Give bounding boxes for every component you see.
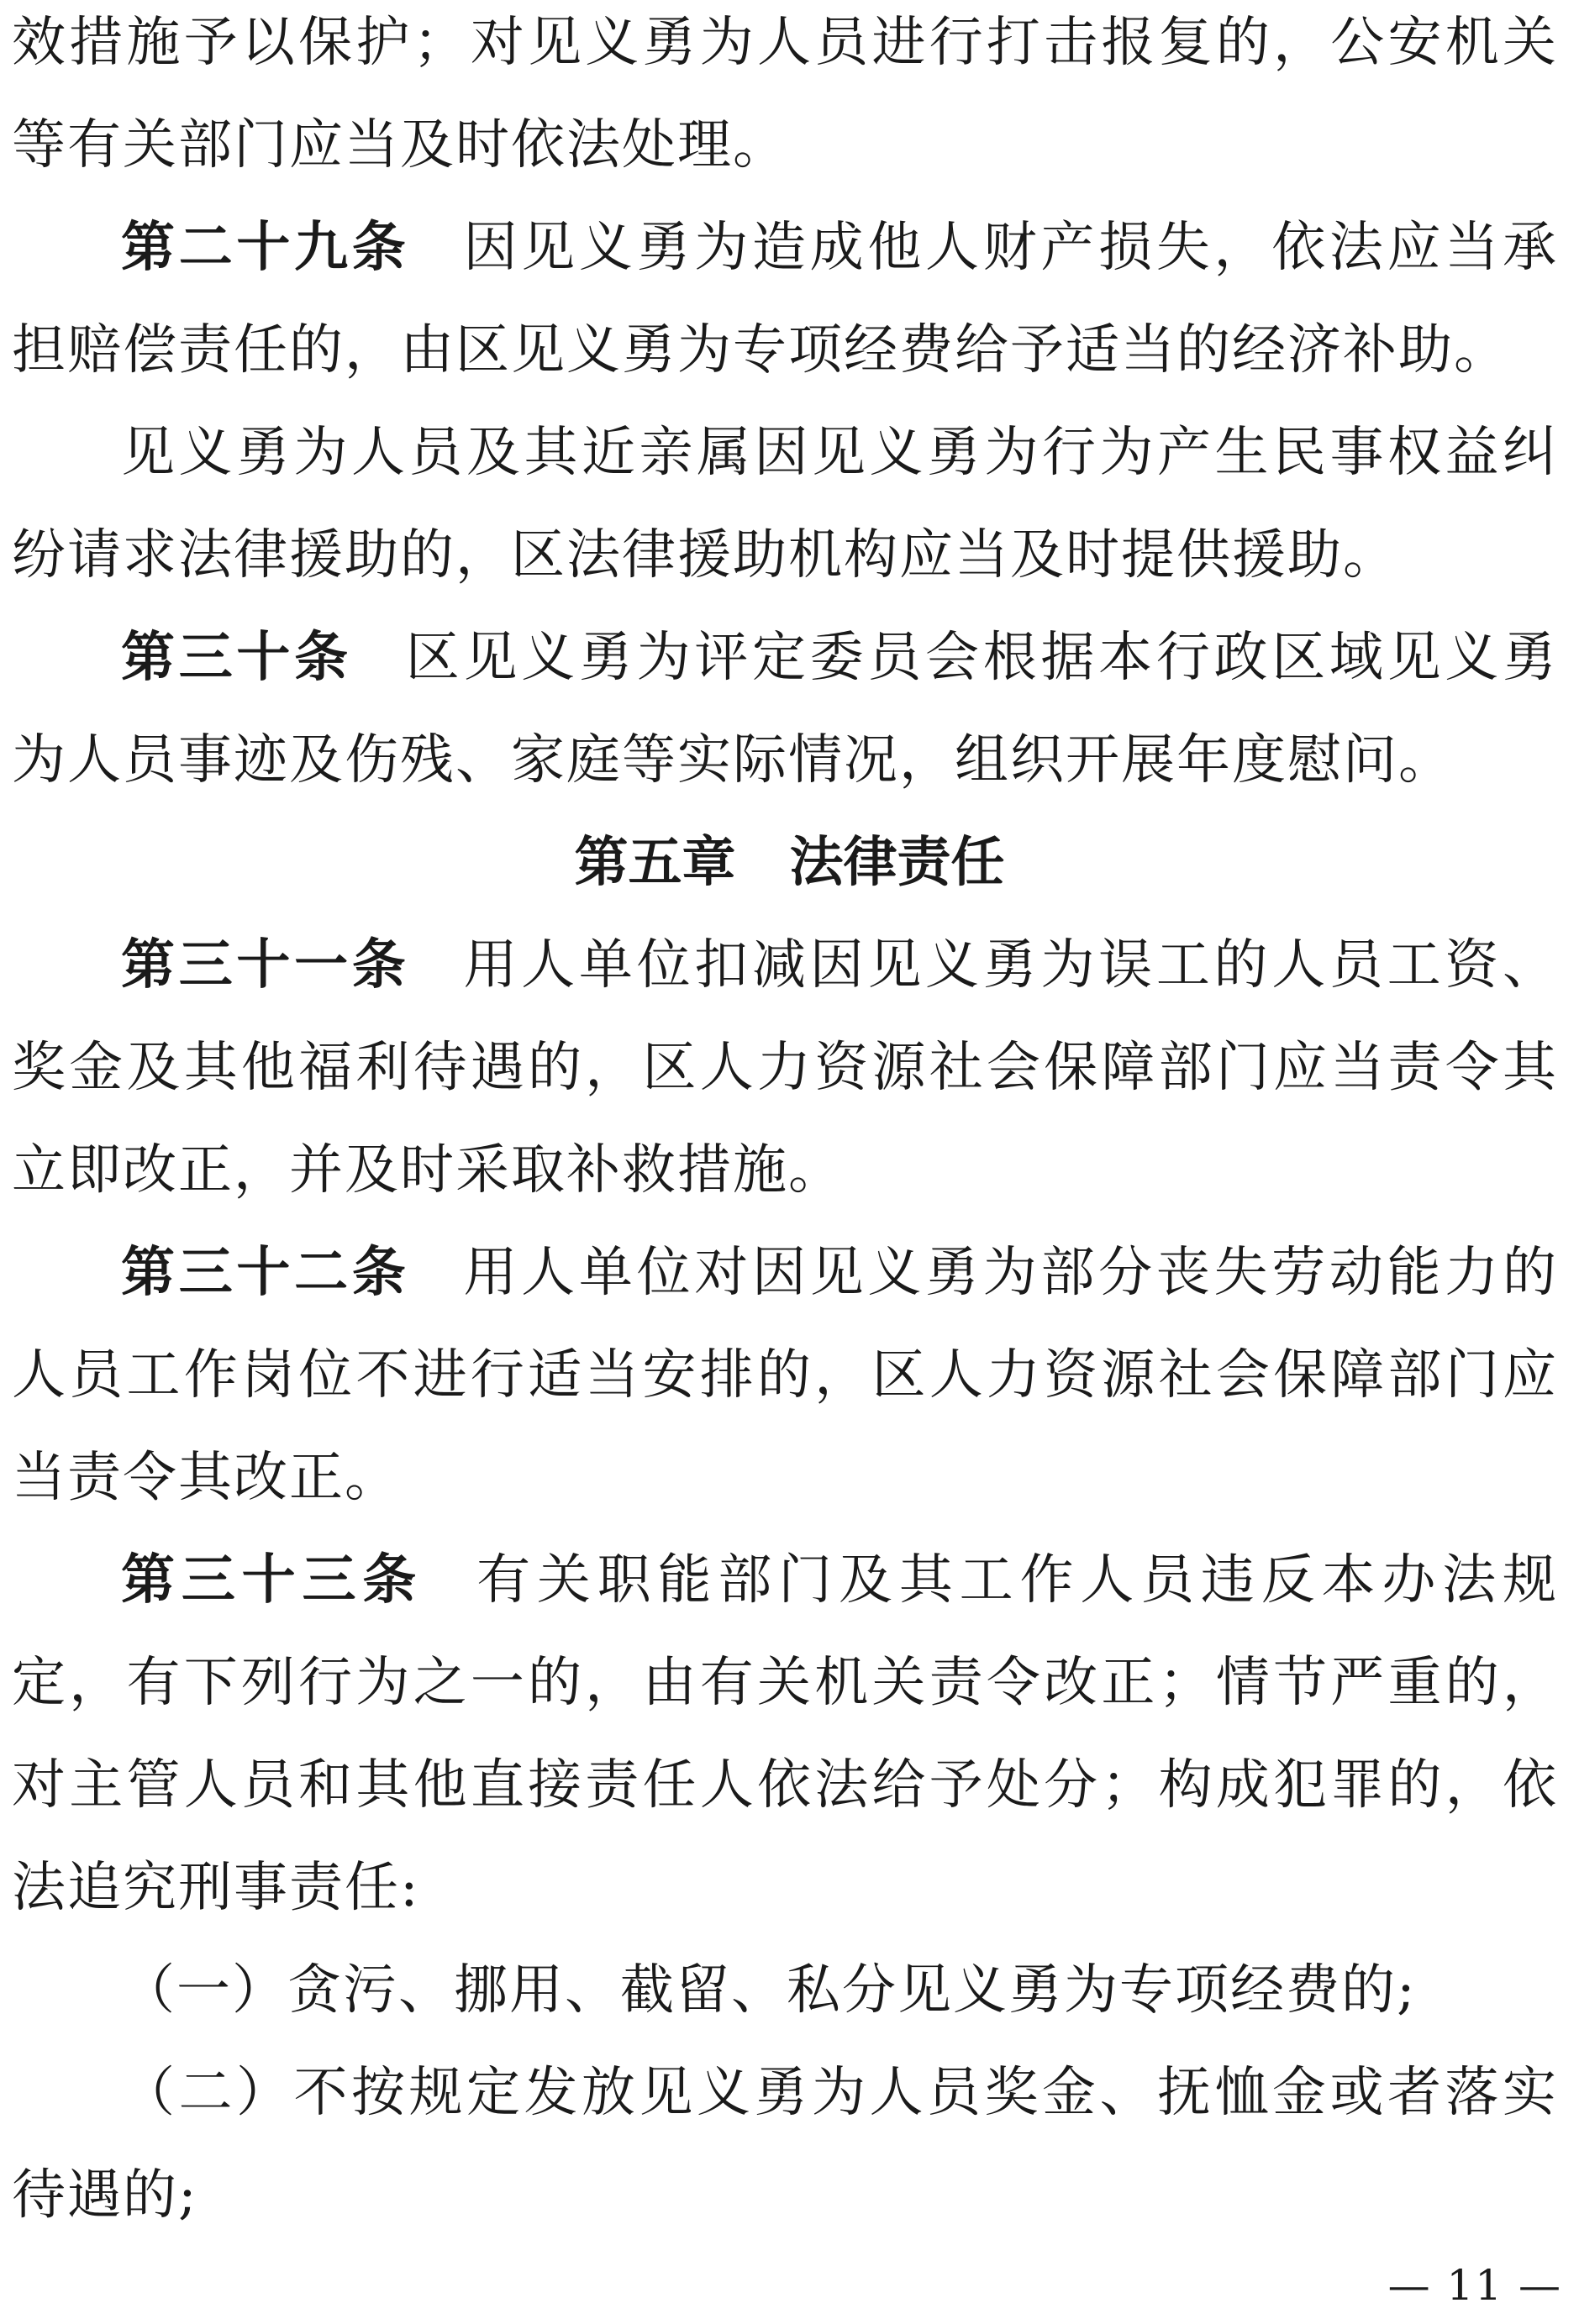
article-29	[12, 197, 1558, 402]
page-number: — 11 —	[1387, 2261, 1562, 2310]
article-text: 用人单位扣减因见义勇为误工的人员工资、奖金及其他福利待遇的，区人力资源社会保障部门应当责令其立即改正，并及时采取补救措施。	[12, 934, 1559, 1201]
chapter-heading: 第五章 法律责任	[574, 832, 1005, 894]
article-32	[12, 1222, 1558, 1529]
article-number: 第三十一条	[121, 934, 410, 996]
list-item-text: （二）不按规定发放见义勇为人员奖金、抚恤金或者落实待遇的;	[12, 2062, 1558, 2227]
list-item-1	[12, 1939, 1558, 2042]
article-29-paragraph-2	[12, 402, 1558, 607]
article-text: 因见义勇为造成他人财产损失，依法应当承担赔偿责任的，由区见义勇为专项经费给予适当的经济补助。	[12, 217, 1559, 381]
article-number: 第三十三条	[121, 1549, 424, 1612]
article-number: 第三十条	[121, 627, 352, 689]
paragraph-text: 见义勇为人员及其近亲属因见义勇为行为产生民事权益纠纷请求法律援助的，区法律援助机构应当及时提供援助。	[12, 422, 1558, 586]
article-text: 用人单位对因见义勇为部分丧失劳动能力的人员工作岗位不进行适当安排的，区人力资源社会保障部门应当责令其改正。	[12, 1242, 1559, 1509]
article-text: 区见义勇为评定委员会根据本行政区域见义勇为人员事迹及伤残、家庭等实际情况，组织开展年度慰问。	[12, 627, 1559, 791]
list-item-2	[12, 2042, 1558, 2247]
article-33	[12, 1529, 1558, 1939]
article-text: 有关职能部门及其工作人员违反本办法规定，有下列行为之一的，由有关机关责令改正；情节严重的，对主管人员和其他直接责任人依法给予处分；构成犯罪的，依法追究刑事责任:	[12, 1549, 1559, 1919]
paragraph-text: 效措施予以保护；对见义勇为人员进行打击报复的，公安机关等有关部门应当及时依法处理。	[12, 12, 1558, 176]
list-item-text: （一）贪污、挪用、截留、私分见义勇为专项经费的;	[121, 1959, 1417, 2022]
article-30	[12, 607, 1558, 812]
article-number: 第二十九条	[121, 217, 410, 279]
continuation-paragraph	[12, 0, 1558, 197]
article-number: 第三十二条	[121, 1242, 410, 1304]
article-31	[12, 914, 1558, 1222]
